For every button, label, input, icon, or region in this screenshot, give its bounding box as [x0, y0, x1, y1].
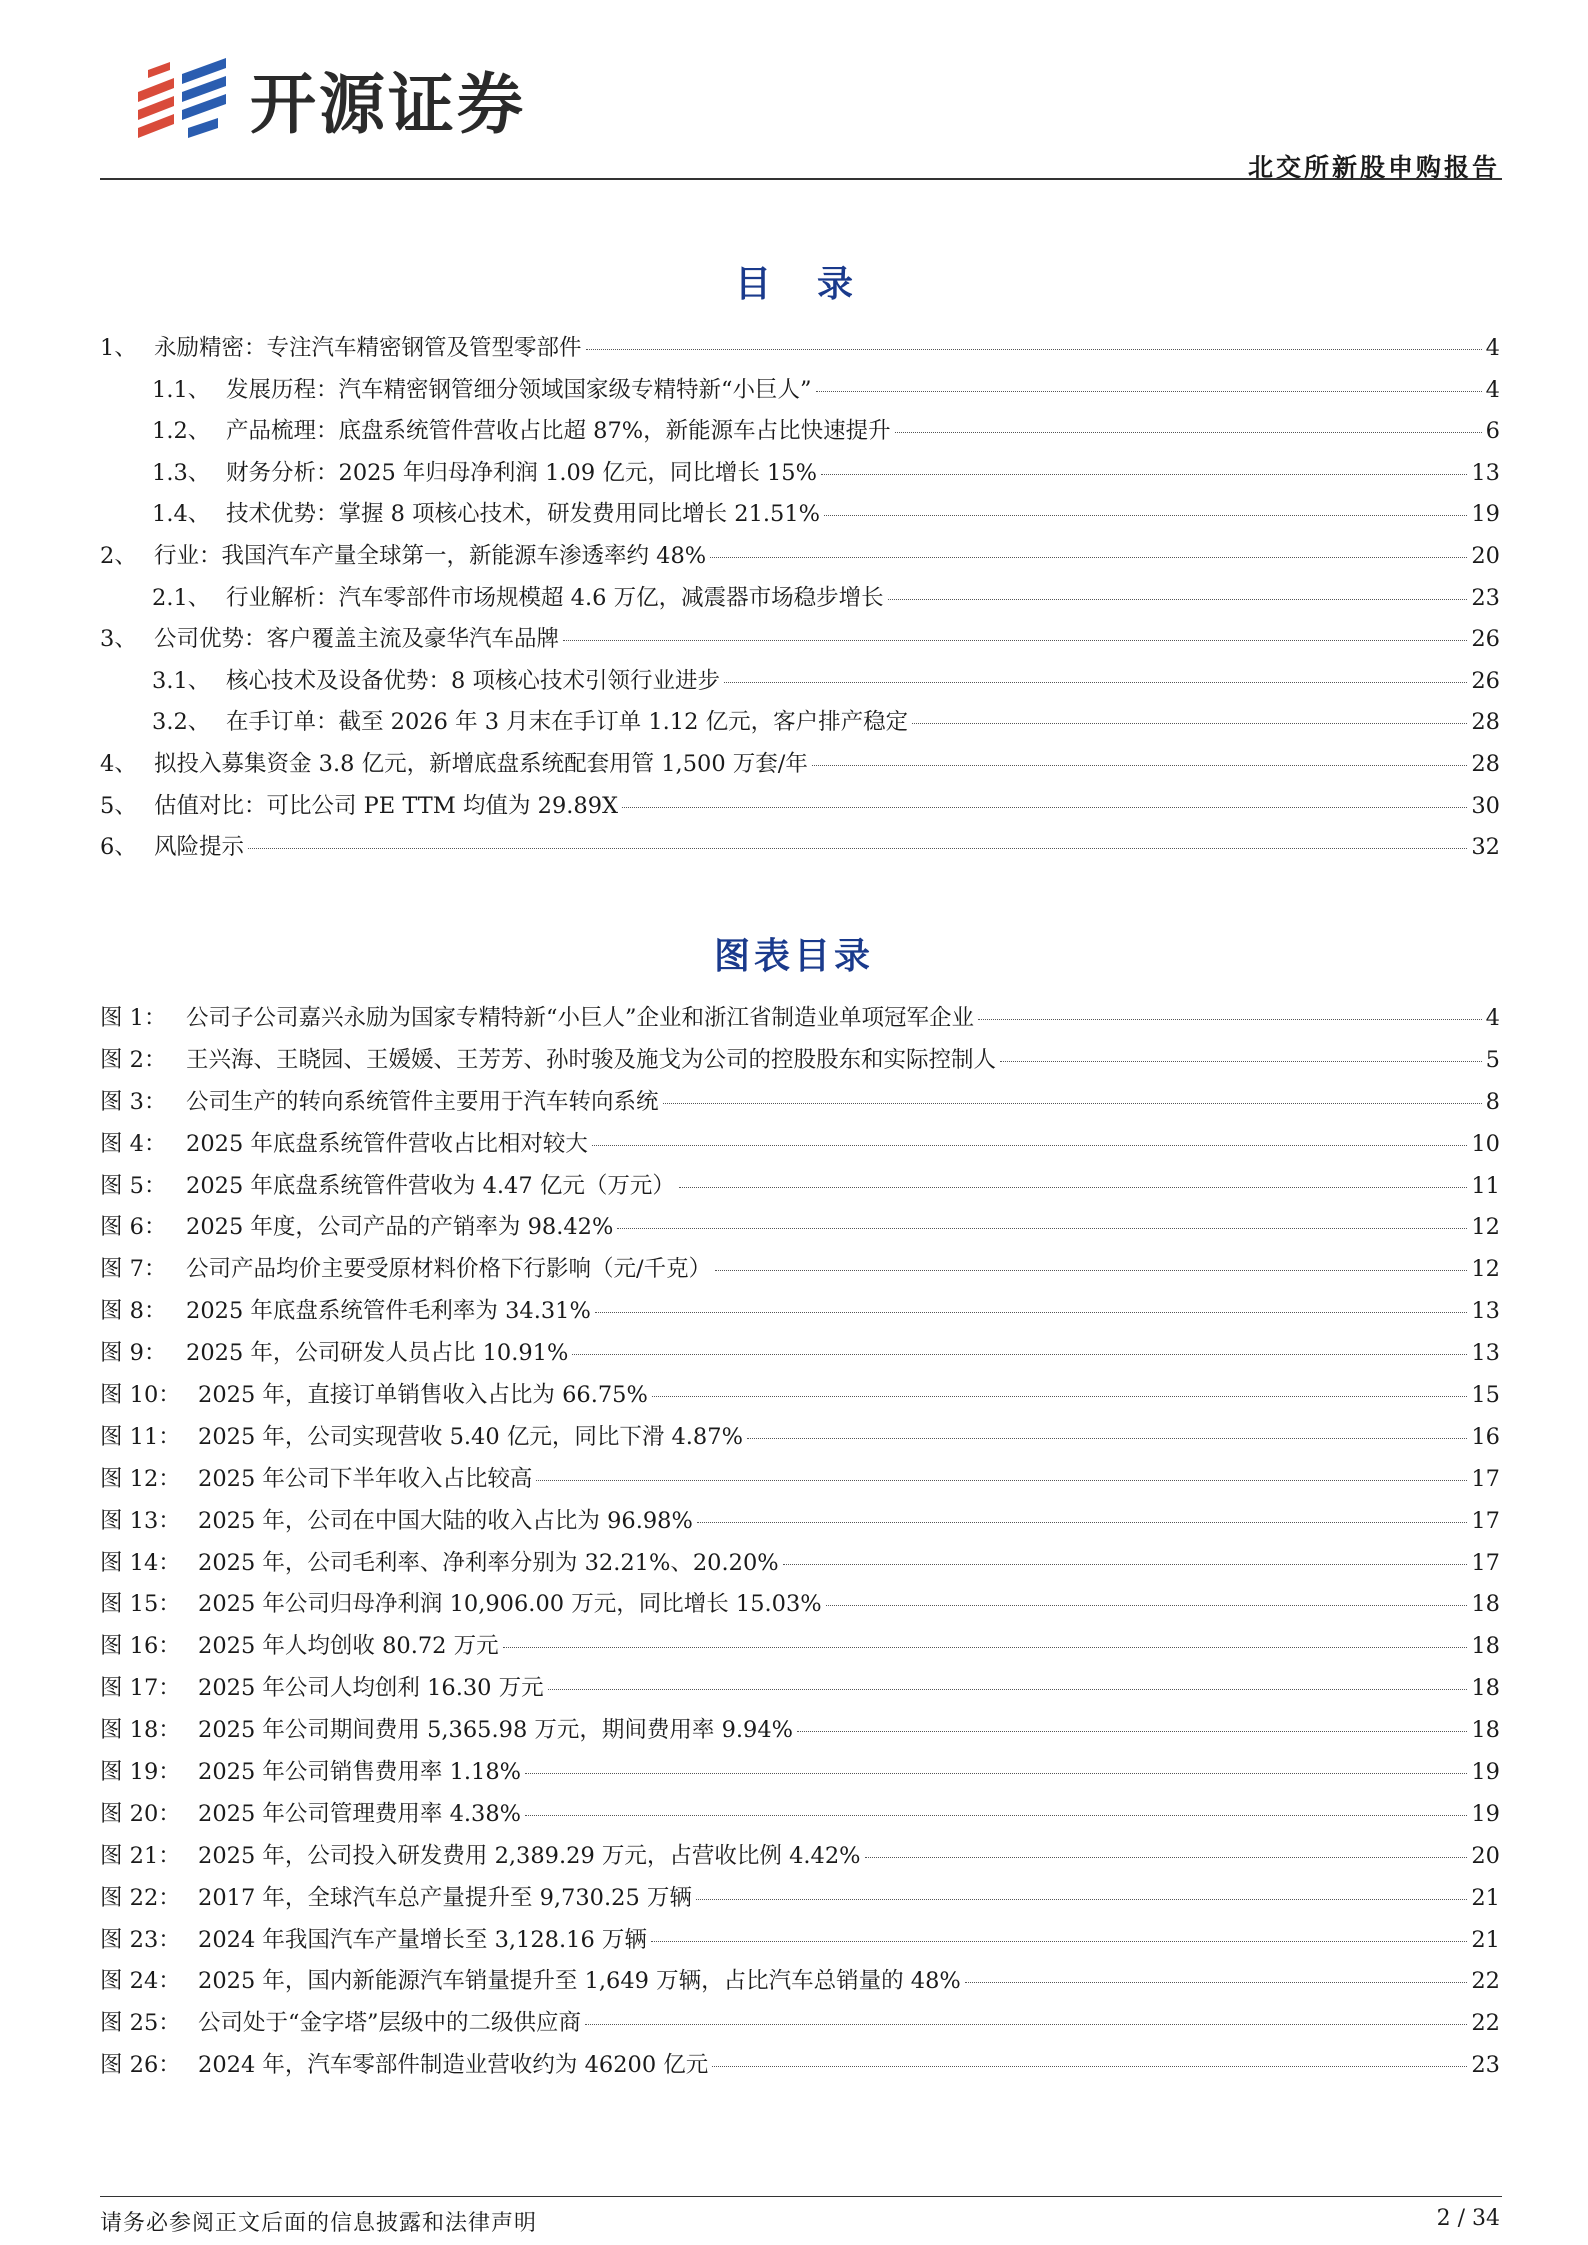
figure-entry[interactable]	[100, 1880, 1500, 1922]
toc-entry[interactable]	[100, 496, 1500, 538]
toc-entry[interactable]	[100, 372, 1500, 414]
entry-title: 发展历程：汽车精密钢管细分领域国家级专精特新“小巨人”	[226, 376, 812, 403]
toc-entry[interactable]	[100, 621, 1500, 663]
entry-page: 26	[1471, 667, 1500, 694]
entry-number: 图 17：	[100, 1675, 181, 1702]
entry-title: 技术优势：掌握 8 项核心技术，研发费用同比增长 21.51%	[226, 501, 821, 528]
entry-title: 2025 年，国内新能源汽车销量提升至 1,649 万辆，占比汽车总销量的 48%	[198, 1968, 961, 1995]
entry-page: 18	[1471, 1591, 1500, 1618]
entry-number: 图 16：	[100, 1633, 181, 1660]
entry-number: 图 4：	[100, 1130, 167, 1157]
entry-title: 2025 年底盘系统管件营收为 4.47 亿元（万元）	[186, 1172, 675, 1199]
entry-title: 2024 年，汽车零部件制造业营收约为 46200 亿元	[198, 2052, 709, 2079]
entry-number: 1.4、	[152, 501, 211, 528]
dot-leader	[816, 391, 1482, 392]
dot-leader	[679, 1187, 1468, 1188]
figure-entry[interactable]	[100, 1754, 1500, 1796]
figure-entry[interactable]	[100, 1796, 1500, 1838]
toc-title: 目录	[734, 264, 899, 305]
entry-title: 产品梳理：底盘系统管件营收占比超 87%，新能源车占比快速提升	[226, 418, 891, 445]
dot-leader	[715, 1270, 1467, 1271]
dot-leader	[586, 349, 1482, 350]
entry-number: 1.3、	[152, 459, 211, 486]
entry-number: 图 11：	[100, 1423, 181, 1450]
figure-entry[interactable]	[100, 1042, 1500, 1084]
entry-title: 2025 年，公司毛利率、净利率分别为 32.21%、20.20%	[198, 1549, 779, 1576]
figure-entry[interactable]	[100, 1335, 1500, 1377]
entry-title: 公司子公司嘉兴永励为国家专精特新“小巨人”企业和浙江省制造业单项冠军企业	[186, 1005, 975, 1031]
entry-number: 图 2：	[100, 1046, 167, 1073]
figure-entry[interactable]	[100, 2005, 1500, 2047]
entry-title: 2024 年我国汽车产量增长至 3,128.16 万辆	[198, 1926, 647, 1953]
entry-page: 21	[1471, 1884, 1500, 1911]
dot-leader	[525, 1773, 1467, 1774]
dot-leader	[572, 1354, 1467, 1355]
entry-page: 17	[1471, 1507, 1500, 1534]
entry-number: 图 6：	[100, 1214, 167, 1241]
entry-number: 图 15：	[100, 1591, 181, 1618]
toc-entry[interactable]	[100, 455, 1500, 497]
entry-number: 3、	[100, 626, 137, 653]
entry-page: 17	[1471, 1465, 1500, 1492]
figure-entry[interactable]	[100, 1084, 1500, 1126]
dot-leader	[978, 1019, 1482, 1020]
figure-entry[interactable]	[100, 1251, 1500, 1293]
entry-number: 6、	[100, 834, 137, 861]
entry-page: 21	[1471, 1926, 1500, 1953]
entry-title: 拟投入募集资金 3.8 亿元，新增底盘系统配套用管 1,500 万套/年	[154, 750, 808, 777]
figure-entry[interactable]	[100, 1628, 1500, 1670]
entry-title: 在手订单：截至 2026 年 3 月末在手订单 1.12 亿元，客户排产稳定	[226, 709, 909, 736]
header-divider	[100, 178, 1502, 180]
dot-leader	[595, 1312, 1468, 1313]
entry-number: 图 19：	[100, 1759, 181, 1786]
dot-leader	[548, 1689, 1468, 1690]
dot-leader	[895, 432, 1482, 433]
dot-leader	[696, 1899, 1467, 1900]
entry-page: 23	[1471, 584, 1500, 611]
footer-divider	[100, 2196, 1502, 2197]
entry-title: 2017 年，全球汽车总产量提升至 9,730.25 万辆	[198, 1884, 692, 1911]
figure-entry[interactable]	[100, 1586, 1500, 1628]
dot-leader	[965, 1982, 1468, 1983]
entry-number: 5、	[100, 792, 137, 819]
toc-entry[interactable]	[100, 829, 1500, 871]
entry-page: 13	[1471, 1298, 1500, 1325]
entry-page: 19	[1471, 501, 1500, 528]
entry-page: 11	[1471, 1172, 1500, 1199]
entry-number: 图 18：	[100, 1717, 181, 1744]
entry-title: 2025 年公司期间费用 5,365.98 万元，期间费用率 9.94%	[198, 1717, 794, 1744]
entry-page: 4	[1485, 376, 1500, 403]
figure-entry[interactable]	[100, 1126, 1500, 1168]
entry-title: 2025 年底盘系统管件营收占比相对较大	[186, 1130, 588, 1157]
entry-page: 4	[1485, 1005, 1500, 1031]
figure-entry[interactable]	[100, 1545, 1500, 1587]
dot-leader	[912, 723, 1467, 724]
entry-title: 王兴海、王晓园、王媛媛、王芳芳、孙时骏及施戈为公司的控股股东和实际控制人	[186, 1046, 997, 1073]
entry-number: 图 26：	[100, 2052, 181, 2079]
figure-entry[interactable]	[100, 1419, 1500, 1461]
entry-number: 图 13：	[100, 1507, 181, 1534]
dot-leader	[821, 474, 1467, 475]
entry-title: 2025 年，公司研发人员占比 10.91%	[186, 1340, 569, 1367]
dot-leader	[617, 1228, 1467, 1229]
entry-page: 30	[1471, 792, 1500, 819]
entry-page: 32	[1471, 834, 1500, 861]
entry-page: 4	[1485, 335, 1500, 361]
entry-page: 23	[1471, 2052, 1500, 2079]
dot-leader	[724, 682, 1467, 683]
entry-title: 2025 年公司销售费用率 1.18%	[198, 1759, 522, 1786]
dot-leader	[503, 1647, 1468, 1648]
dot-leader	[536, 1480, 1467, 1481]
entry-page: 15	[1471, 1382, 1500, 1409]
entry-page: 17	[1471, 1549, 1500, 1576]
dot-leader	[797, 1731, 1467, 1732]
entry-number: 1、	[100, 335, 137, 361]
dot-leader	[826, 1605, 1468, 1606]
dot-leader	[563, 640, 1467, 641]
dot-leader	[710, 557, 1467, 558]
entry-number: 3.1、	[152, 667, 211, 694]
figure-entry[interactable]	[100, 1712, 1500, 1754]
entry-title: 2025 年人均创收 80.72 万元	[198, 1633, 499, 1660]
dot-leader	[824, 515, 1467, 516]
entry-page: 16	[1471, 1423, 1500, 1450]
entry-number: 图 12：	[100, 1465, 181, 1492]
figure-entry[interactable]	[100, 1503, 1500, 1545]
entry-number: 图 14：	[100, 1549, 181, 1576]
entry-title: 2025 年底盘系统管件毛利率为 34.31%	[186, 1298, 591, 1325]
page-number: 2 / 34	[1436, 2206, 1500, 2231]
figure-entry[interactable]	[100, 1922, 1500, 1964]
entry-page: 12	[1471, 1256, 1500, 1283]
entry-number: 2、	[100, 542, 137, 569]
brand-name: 开源证券	[250, 65, 526, 143]
entry-title: 公司产品均价主要受原材料价格下行影响（元/千克）	[186, 1256, 712, 1283]
entry-number: 2.1、	[152, 584, 211, 611]
entry-number: 图 10：	[100, 1382, 181, 1409]
entry-number: 图 24：	[100, 1968, 181, 1995]
entry-number: 4、	[100, 750, 137, 777]
figure-entry[interactable]	[100, 1838, 1500, 1880]
entry-title: 财务分析：2025 年归母净利润 1.09 亿元，同比增长 15%	[226, 459, 817, 486]
entry-number: 1.2、	[152, 418, 211, 445]
toc-entry[interactable]	[100, 538, 1500, 580]
entry-title: 2025 年公司人均创利 16.30 万元	[198, 1675, 544, 1702]
entry-page: 12	[1471, 1214, 1500, 1241]
dot-leader	[592, 1145, 1467, 1146]
entry-page: 19	[1471, 1759, 1500, 1786]
toc-entry[interactable]	[100, 413, 1500, 455]
entry-title: 2025 年，公司实现营收 5.40 亿元，同比下滑 4.87%	[198, 1423, 743, 1450]
entry-number: 图 20：	[100, 1800, 181, 1827]
entry-number: 图 5：	[100, 1172, 167, 1199]
figure-entry[interactable]	[100, 1670, 1500, 1712]
entry-page: 8	[1485, 1088, 1500, 1115]
disclaimer: 请务必参阅正文后面的信息披露和法律声明	[100, 2211, 538, 2236]
entry-title: 核心技术及设备优势：8 项核心技术引领行业进步	[226, 667, 720, 694]
dot-leader	[652, 1396, 1468, 1397]
entry-page: 10	[1471, 1130, 1500, 1157]
dot-leader	[248, 848, 1467, 849]
toc-entry[interactable]	[100, 330, 1500, 372]
toc-entry[interactable]	[100, 746, 1500, 788]
entry-page: 26	[1471, 626, 1500, 653]
entry-title: 行业：我国汽车产量全球第一，新能源车渗透率约 48%	[154, 542, 707, 569]
figure-entry[interactable]	[100, 1168, 1500, 1210]
entry-title: 公司生产的转向系统管件主要用于汽车转向系统	[186, 1088, 659, 1115]
entry-page: 6	[1485, 418, 1500, 445]
dot-leader	[651, 1941, 1467, 1942]
report-type: 北交所新股申购报告	[1247, 153, 1500, 182]
entry-title: 2025 年公司归母净利润 10,906.00 万元，同比增长 15.03%	[198, 1591, 822, 1618]
entry-page: 20	[1471, 1842, 1500, 1869]
figure-list	[100, 1000, 1500, 2089]
toc-entry[interactable]	[100, 663, 1500, 705]
entry-title: 2025 年公司管理费用率 4.38%	[198, 1800, 522, 1827]
entry-title: 行业解析：汽车零部件市场规模超 4.6 万亿，减震器市场稳步增长	[226, 584, 884, 611]
entry-page: 13	[1471, 1340, 1500, 1367]
entry-number: 图 21：	[100, 1842, 181, 1869]
entry-page: 20	[1471, 542, 1500, 569]
figure-entry[interactable]	[100, 1377, 1500, 1419]
entry-number: 1.1、	[152, 376, 211, 403]
entry-page: 13	[1471, 459, 1500, 486]
entry-number: 图 7：	[100, 1256, 167, 1283]
dot-leader	[663, 1103, 1482, 1104]
dot-leader	[622, 807, 1467, 808]
dot-leader	[585, 2024, 1467, 2025]
entry-number: 图 23：	[100, 1926, 181, 1953]
dot-leader	[1000, 1061, 1482, 1062]
dot-leader	[812, 765, 1467, 766]
dot-leader	[783, 1564, 1468, 1565]
entry-title: 估值对比：可比公司 PE TTM 均值为 29.89X	[154, 792, 619, 819]
figure-entry[interactable]	[100, 1000, 1500, 1042]
entry-page: 22	[1471, 2010, 1500, 2037]
entry-title: 2025 年，直接订单销售收入占比为 66.75%	[198, 1382, 648, 1409]
entry-page: 18	[1471, 1717, 1500, 1744]
entry-title: 2025 年，公司在中国大陆的收入占比为 96.98%	[198, 1507, 693, 1534]
brand-logo-icon	[130, 48, 240, 148]
figure-entry[interactable]	[100, 1461, 1500, 1503]
entry-title: 2025 年度，公司产品的产销率为 98.42%	[186, 1214, 614, 1241]
dot-leader	[747, 1438, 1467, 1439]
entry-page: 18	[1471, 1675, 1500, 1702]
entry-number: 图 25：	[100, 2010, 181, 2037]
dot-leader	[865, 1857, 1468, 1858]
entry-page: 22	[1471, 1968, 1500, 1995]
entry-number: 图 1：	[100, 1005, 167, 1031]
dot-leader	[888, 599, 1468, 600]
entry-number: 图 3：	[100, 1088, 167, 1115]
dot-leader	[712, 2066, 1467, 2067]
entry-number: 图 22：	[100, 1884, 181, 1911]
entry-title: 风险提示	[154, 834, 245, 861]
entry-title: 公司处于“金字塔”层级中的二级供应商	[198, 2010, 582, 2037]
entry-page: 18	[1471, 1633, 1500, 1660]
entry-title: 公司优势：客户覆盖主流及豪华汽车品牌	[154, 626, 560, 653]
entry-page: 28	[1471, 709, 1500, 736]
toc-entry[interactable]	[100, 788, 1500, 830]
dot-leader	[697, 1522, 1468, 1523]
entry-number: 图 8：	[100, 1298, 167, 1325]
figure-entry[interactable]	[100, 2047, 1500, 2089]
entry-title: 2025 年公司下半年收入占比较高	[198, 1465, 533, 1492]
entry-title: 2025 年，公司投入研发费用 2,389.29 万元，占营收比例 4.42%	[198, 1842, 861, 1869]
entry-page: 19	[1471, 1800, 1500, 1827]
entry-title: 永励精密：专注汽车精密钢管及管型零部件	[154, 335, 582, 361]
entry-page: 5	[1485, 1046, 1500, 1073]
toc-list	[100, 330, 1500, 871]
brand-logo	[130, 48, 526, 148]
entry-page: 28	[1471, 750, 1500, 777]
figure-list-title: 图表目录	[713, 936, 874, 977]
figure-entry[interactable]	[100, 1293, 1500, 1335]
figure-entry[interactable]	[100, 1963, 1500, 2005]
toc-entry[interactable]	[100, 704, 1500, 746]
entry-number: 3.2、	[152, 709, 211, 736]
figure-entry[interactable]	[100, 1209, 1500, 1251]
toc-entry[interactable]	[100, 580, 1500, 622]
dot-leader	[525, 1815, 1467, 1816]
entry-number: 图 9：	[100, 1340, 167, 1367]
